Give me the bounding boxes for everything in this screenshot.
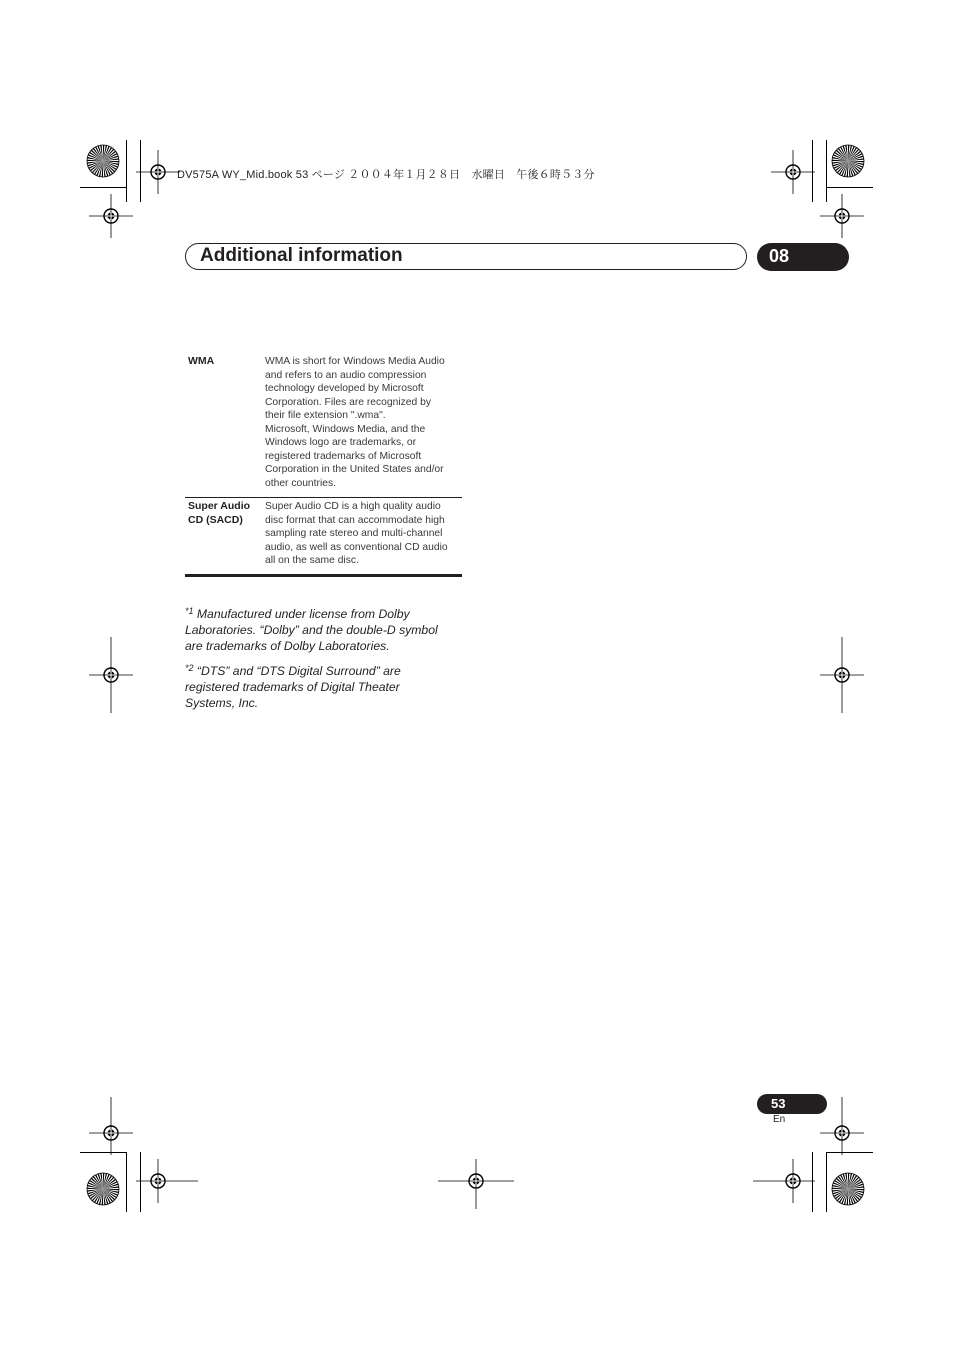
footnote-mark: *2: [185, 663, 194, 673]
crop-mark: [826, 1152, 827, 1212]
crosshair-registration-icon: [819, 652, 865, 698]
starburst-target-icon: [831, 144, 865, 178]
crop-mark: [80, 187, 127, 188]
crosshair-registration-icon: [819, 1110, 865, 1156]
starburst-target-icon: [86, 1172, 120, 1206]
starburst-target-icon: [86, 144, 120, 178]
glossary-definition-sacd: Super Audio CD is a high quality audio disc format that can accommodate high sampling rate stereo and multi-channel audio, as well as conventional CD audio all on the same disc.: [265, 501, 448, 566]
table-divider: [185, 497, 462, 498]
crosshair-registration-icon: [135, 149, 181, 195]
starburst-target-icon: [831, 1172, 865, 1206]
glossary-definition-wma: WMA is short for Windows Media Audio and refers to an audio compression technology developed by Microsoft Corporation. Files are recognized by their file extension ".wma". Microsoft, Windows Media, and the Windows logo are trademarks, or registered trademarks of Microsoft Corporation in the United States and/or other countries.: [265, 356, 445, 489]
crosshair-registration-icon: [770, 1158, 816, 1204]
crosshair-registration-icon: [88, 193, 134, 239]
crosshair-registration-icon: [770, 149, 816, 195]
print-header: DV575A WY_Mid.book 53 ページ ２００４年１月２８日 水曜日 午後６時５３分: [177, 169, 595, 181]
crosshair-registration-icon: [819, 193, 865, 239]
page-language: En: [773, 1114, 786, 1125]
table-bottom-rule: [185, 574, 462, 577]
footnote-dts: $^{*2}$ “DTS” and “DTS Digital Surround” are registered trademarks of Digital Theater Systems, Inc.: [185, 663, 401, 710]
crosshair-registration-icon: [453, 1158, 499, 1204]
glossary-term-sacd: Super Audio CD (SACD): [188, 500, 251, 526]
crosshair-registration-icon: [88, 652, 134, 698]
chapter-number: 08: [769, 246, 790, 266]
page-number-badge: [757, 1094, 827, 1114]
crosshair-registration-icon: [88, 1110, 134, 1156]
footnote-dolby: $^{*1}$ Manufactured under license from Dolby Laboratories. “Dolby” and the double-D symbol are trademarks of Dolby Laboratories.: [185, 606, 438, 653]
crop-mark: [126, 1152, 127, 1212]
crop-mark: [826, 187, 873, 188]
glossary-term-wma: WMA: [188, 355, 215, 367]
footnote-mark: *1: [185, 606, 194, 616]
crosshair-registration-icon: [135, 1158, 181, 1204]
section-title: Additional information: [200, 245, 403, 266]
page-number: 53: [771, 1096, 786, 1111]
